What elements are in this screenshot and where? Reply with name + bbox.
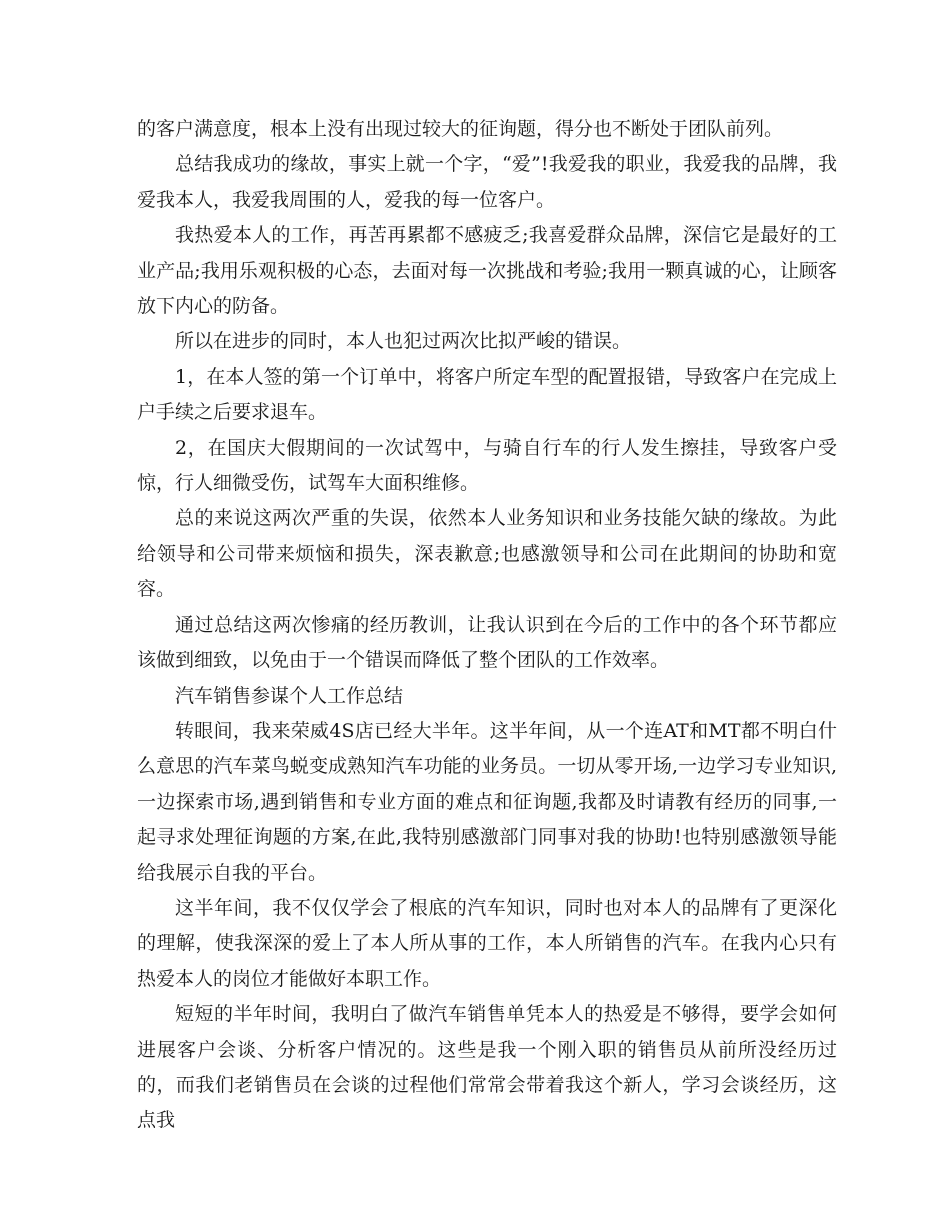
paragraph: 这半年间，我不仅仅学会了根底的汽车知识，同时也对本人的品牌有了更深化的理解，使我深深的爱上了本人所从事的工作，本人所销售的汽车。在我内心只有热爱本人的岗位才能做好本职工作。	[137, 896, 837, 990]
paragraph: 总结我成功的缘故，事实上就一个字，“爱”!我爱我的职业，我爱我的品牌，我爱我本人，我爱我周围的人，爱我的每一位客户。	[137, 153, 837, 211]
section-title: 汽车销售参谋个人工作总结	[175, 684, 404, 707]
document-body	[137, 112, 837, 1139]
list-item-paragraph: 1，在本人签的第一个订单中，将客户所定车型的配置报错，导致客户在完成上户手续之后要求退车。	[137, 365, 837, 424]
paragraph: 总的来说这两次严重的失误，依然本人业务知识和业务技能欠缺的缘故。为此给领导和公司带来烦恼和损失，深表歉意;也感激领导和公司在此期间的协助和宽容。	[137, 507, 837, 601]
paragraph: 转眼间，我来荣威4S店已经大半年。这半年间，从一个连AT和MT都不明白什么意思的汽车菜鸟蜕变成熟知汽车功能的业务员。一切从零开场,一边学习专业知识,一边探索市场,遇到销售和专业方面的难点和征询题,我都及时请教有经历的同事,一起寻求处理征询题的方案,在此,我特别感激部门同事对我的协助!也特别感激领导能给我展示自我的平台。	[137, 719, 837, 884]
list-item-paragraph: 2，在国庆大假期间的一次试驾中，与骑自行车的行人发生擦挂，导致客户受惊，行人细微受伤，试驾车大面积维修。	[137, 436, 837, 495]
paragraph: 通过总结这两次惨痛的经历教训，让我认识到在今后的工作中的各个环节都应该做到细致，以免由于一个错误而降低了整个团队的工作效率。	[137, 613, 837, 672]
paragraph-continuation: 的客户满意度，根本上没有出现过较大的征询题，得分也不断处于团队前列。	[137, 118, 784, 140]
paragraph: 所以在进步的同时，本人也犯过两次比拟严峻的错误。	[175, 330, 632, 353]
paragraph: 我热爱本人的工作，再苦再累都不感疲乏;我喜爱群众品牌，深信它是最好的工业产品;我用乐观积极的心态，去面对每一次挑战和考验;我用一颗真诚的心，让顾客放下内心的防备。	[137, 224, 837, 318]
paragraph: 短短的半年时间，我明白了做汽车销售单凭本人的热爱是不够得，要学会如何进展客户会谈、分析客户情况的。这些是我一个刚入职的销售员从前所没经历过的，而我们老销售员在会谈的过程他们常常会带着我这个新人，学习会谈经历，这点我	[137, 1003, 837, 1132]
